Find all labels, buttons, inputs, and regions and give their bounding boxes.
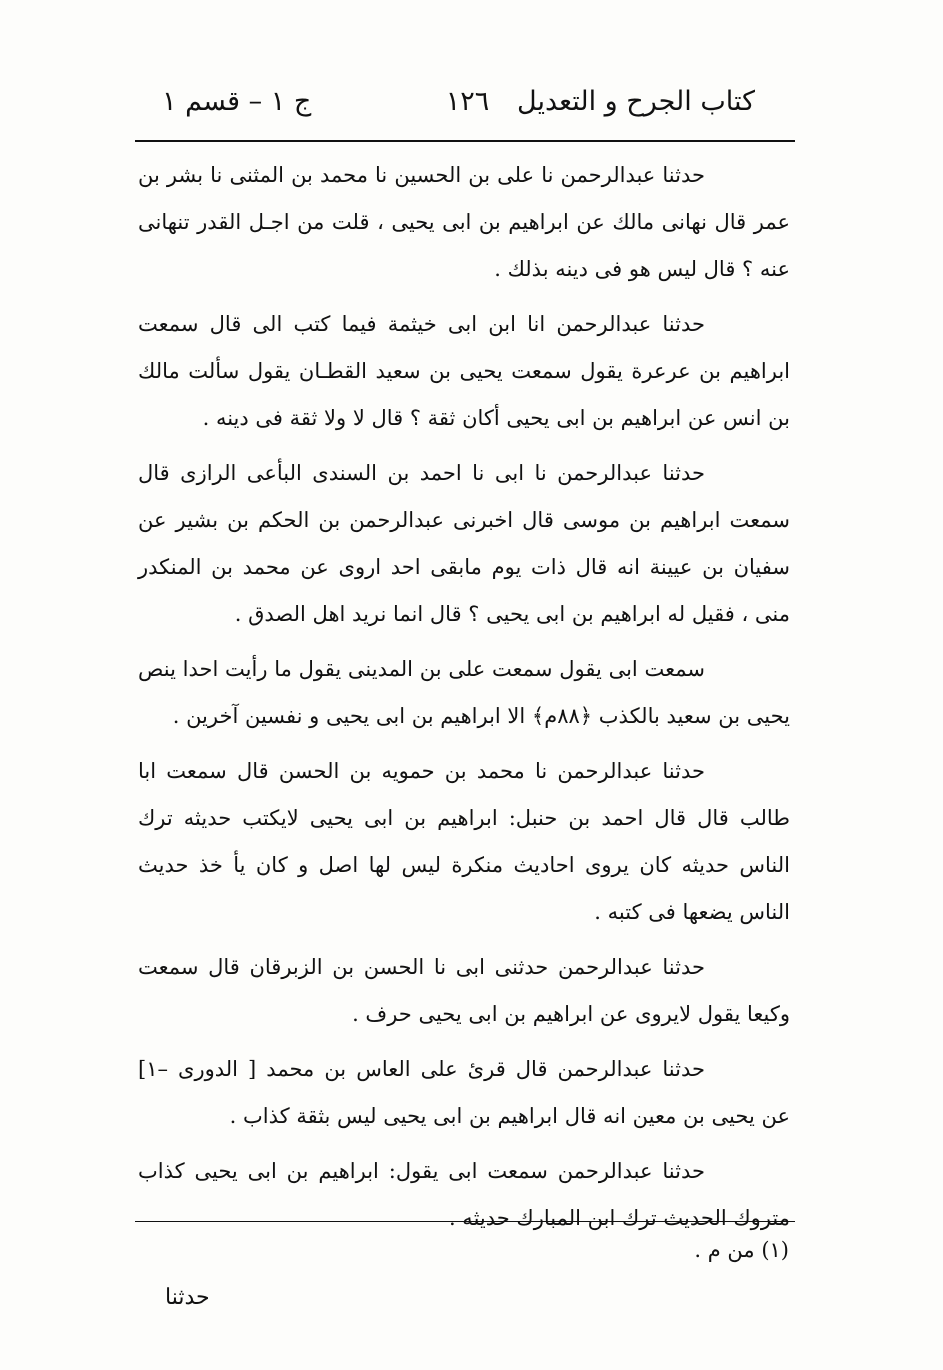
paragraph: حدثنا عبدالرحمن قال قرئ على العاس بن محمد [ الدورى –١] عن يحيى بن معين انه قال ابراهيم بن ابى يحيى ليس بثقة كذاب . <box>138 1057 790 1128</box>
paragraph: حدثنا عبدالرحمن حدثنى ابى نا الحسن بن الزبرقان قال سمعت وكيعا يقول لايروى عن ابراهيم بن ابى يحيى حرف . <box>138 955 790 1026</box>
paragraph: حدثنا عبدالرحمن سمعت ابى يقول: ابراهيم بن ابى يحيى كذاب متروك الحديث ترك ابن المبارك حديثه . <box>138 1159 790 1230</box>
book-title: كتاب الجرح و التعديل <box>517 86 755 117</box>
header-rule <box>135 140 795 142</box>
catchword: حدثنا <box>165 1285 210 1310</box>
paragraph: حدثنا عبدالرحمن نا ابى نا احمد بن السندى البأعى الرازى قال سمعت ابراهيم بن موسى قال اخبرنى عبدالرحمن بن الحكم بن بشير عن سفيان بن عيينة انه قال ذات يوم مابقى احد اروى عن محمد بن المنكدر منى ، فقيل له ابراهيم بن ابى يحيى ؟ قال انما نريد اهل الصدق . <box>138 461 790 626</box>
paragraph: حدثنا عبدالرحمن انا ابن ابى خيثمة فيما كتب الى قال سمعت ابراهيم بن عرعرة يقول سمعت يحيى بن سعيد القطـان يقول سألت مالك بن انس عن ابراهيم بن ابى يحيى أكان ثقة ؟ قال لا ولا ثقة فى دينه . <box>138 312 790 430</box>
main-text <box>138 152 790 1250</box>
volume-section: ج ١ – قسم ١ <box>162 86 312 117</box>
paragraph: حدثنا عبدالرحمن نا على بن الحسين نا محمد بن المثنى نا بشر بن عمر قال نهانى مالك عن ابراهيم بن ابى يحيى ، قلت من اجـل القدر تنهانى عنه ؟ قال ليس هو فى دينه بذلك . <box>138 163 790 281</box>
footnote-rule <box>135 1221 795 1222</box>
page-number: ١٢٦ <box>445 86 490 117</box>
footnote: (١) من م . <box>694 1238 789 1262</box>
paragraph: سمعت ابى يقول سمعت على بن المدينى يقول ما رأيت احدا ينص يحيى بن سعيد بالكذب ﴿٨٨م﴾ الا ابراهيم بن ابى يحيى و نفسين آخرين . <box>138 657 790 728</box>
paragraph: حدثنا عبدالرحمن نا محمد بن حمويه بن الحسن قال سمعت ابا طالب قال قال احمد بن حنبل: ابراهيم بن ابى يحيى لايكتب حديثه ترك الناس حديثه كان يروى احاديث منكرة ليس لها اصل و كان يأ خذ حديث الناس يضعها فى كتبه . <box>138 759 790 924</box>
page-header <box>140 86 795 136</box>
